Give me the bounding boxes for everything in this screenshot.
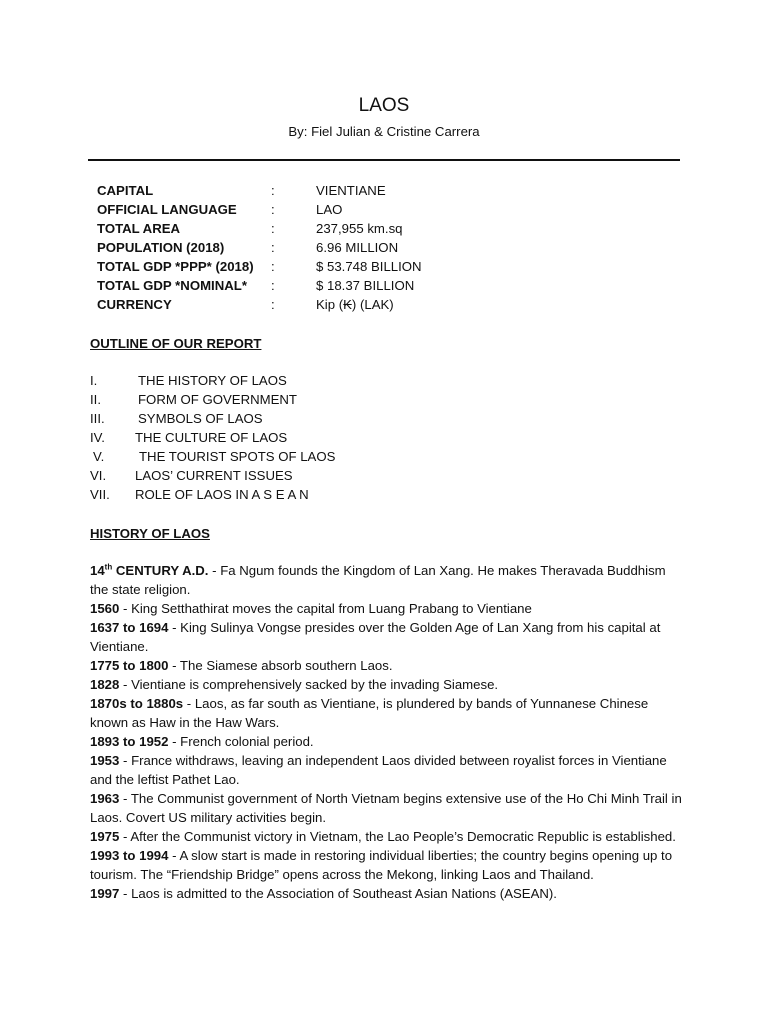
fact-value: 237,955 km.sq	[316, 221, 403, 236]
report-outline-list	[90, 371, 335, 504]
fact-row	[97, 181, 422, 200]
outline-text: ROLE OF LAOS IN A S E A N	[135, 487, 309, 502]
outline-number: VI.	[90, 468, 107, 483]
outline-text: THE CULTURE OF LAOS	[135, 430, 288, 445]
fact-separator: :	[271, 297, 275, 312]
outline-number: II.	[90, 392, 101, 407]
outline-text: SYMBOLS OF LAOS	[138, 411, 263, 426]
history-date: 14	[90, 563, 105, 578]
history-date: 1893 to 1952	[90, 734, 169, 749]
history-entry	[90, 656, 682, 675]
fact-row	[97, 276, 422, 295]
fact-key: OFFICIAL LANGUAGE	[97, 202, 237, 217]
history-entry	[90, 561, 682, 599]
outline-item	[90, 447, 335, 466]
outline-item	[90, 409, 335, 428]
history-date-rest: CENTURY A.D.	[112, 563, 209, 578]
fact-value: $ 53.748 BILLION	[316, 259, 422, 274]
fact-row	[97, 219, 422, 238]
history-entry	[90, 751, 682, 789]
history-entry	[90, 884, 682, 903]
fact-key: CURRENCY	[97, 297, 172, 312]
fact-row	[97, 200, 422, 219]
history-date: 1828	[90, 677, 120, 692]
history-entry	[90, 846, 682, 884]
history-entry	[90, 789, 682, 827]
outline-text: FORM OF GOVERNMENT	[138, 392, 297, 407]
fact-separator: :	[271, 202, 275, 217]
header-divider	[88, 159, 680, 161]
fact-key: CAPITAL	[97, 183, 154, 198]
document-title: LAOS	[358, 95, 410, 116]
history-date: 1975	[90, 829, 120, 844]
outline-text: THE TOURIST SPOTS OF LAOS	[139, 449, 336, 464]
history-heading: HISTORY OF LAOS	[90, 526, 210, 541]
fact-value: $ 18.37 BILLION	[316, 278, 415, 293]
fact-key: TOTAL GDP *PPP* (2018)	[97, 259, 254, 274]
outline-number: I.	[90, 373, 98, 388]
fact-separator: :	[271, 221, 275, 236]
history-text: - King Sulinya Vongse presides over the Golden Age of Lan Xang from his capital at Vientiane.	[90, 620, 661, 654]
fact-key: POPULATION (2018)	[97, 240, 225, 255]
history-date: 1560	[90, 601, 120, 616]
history-entry	[90, 599, 682, 618]
fact-value: VIENTIANE	[316, 183, 386, 198]
history-text: - A slow start is made in restoring individual liberties; the country begins opening up to tourism. The “Friendship Bridge” opens across the Mekong, linking Laos and Thailand.	[90, 848, 673, 882]
fact-row	[97, 257, 422, 276]
fact-key: TOTAL GDP *NOMINAL*	[97, 278, 247, 293]
history-text: - After the Communist victory in Vietnam, the Lao People’s Democratic Republic is established.	[119, 829, 676, 844]
document-byline: By: Fiel Julian & Cristine Carrera	[288, 124, 480, 139]
history-text: - Fa Ngum founds the Kingdom of Lan Xang. He makes Theravada Buddhism the state religion.	[90, 563, 666, 597]
fact-key: TOTAL AREA	[97, 221, 181, 236]
history-text: - King Setthathirat moves the capital from Luang Prabang to Vientiane	[119, 601, 532, 616]
fact-row	[97, 238, 422, 257]
fact-separator: :	[271, 183, 275, 198]
history-text: - The Communist government of North Vietnam begins extensive use of the Ho Chi Minh Trail in Laos. Covert US military activities begin.	[90, 791, 682, 825]
outline-number: IV.	[90, 430, 105, 445]
history-text: - French colonial period.	[168, 734, 314, 749]
fact-value: 6.96 MILLION	[316, 240, 399, 255]
history-date: 1997	[90, 886, 120, 901]
history-date: 1963	[90, 791, 120, 806]
outline-text: LAOS’ CURRENT ISSUES	[135, 468, 293, 483]
history-text: - France withdraws, leaving an independent Laos divided between royalist forces in Vientiane and the leftist Pathet Lao.	[90, 753, 667, 787]
country-facts-table	[97, 181, 422, 314]
outline-item	[90, 485, 335, 504]
fact-separator: :	[271, 278, 275, 293]
history-date: 1993 to 1994	[90, 848, 169, 863]
history-text: - Vientiane is comprehensively sacked by the invading Siamese.	[119, 677, 499, 692]
history-entry	[90, 827, 682, 846]
outline-item	[90, 390, 335, 409]
history-entry	[90, 675, 682, 694]
history-entry	[90, 732, 682, 751]
outline-heading: OUTLINE OF OUR REPORT	[90, 336, 262, 351]
fact-separator: :	[271, 259, 275, 274]
fact-row	[97, 295, 422, 314]
history-date: 1870s to 1880s	[90, 696, 184, 711]
history-date: 1637 to 1694	[90, 620, 169, 635]
history-text: - The Siamese absorb southern Laos.	[168, 658, 393, 673]
outline-number: V.	[93, 449, 105, 464]
outline-text: THE HISTORY OF LAOS	[138, 373, 287, 388]
history-date-suffix: th	[104, 562, 113, 572]
history-text: - Laos is admitted to the Association of Southeast Asian Nations (ASEAN).	[119, 886, 557, 901]
outline-item	[90, 466, 335, 485]
history-date: 1953	[90, 753, 120, 768]
history-entry	[90, 618, 682, 656]
history-entry	[90, 694, 682, 732]
history-timeline	[90, 561, 682, 903]
fact-separator: :	[271, 240, 275, 255]
outline-item	[90, 428, 335, 447]
history-text: - Laos, as far south as Vientiane, is plundered by bands of Yunnanese Chinese known as Haw in the Haw Wars.	[90, 696, 649, 730]
outline-item	[90, 371, 335, 390]
fact-value: Kip (₭) (LAK)	[316, 297, 394, 312]
fact-value: LAO	[316, 202, 343, 217]
history-date: 1775 to 1800	[90, 658, 169, 673]
outline-number: III.	[90, 411, 105, 426]
outline-number: VII.	[90, 487, 110, 502]
